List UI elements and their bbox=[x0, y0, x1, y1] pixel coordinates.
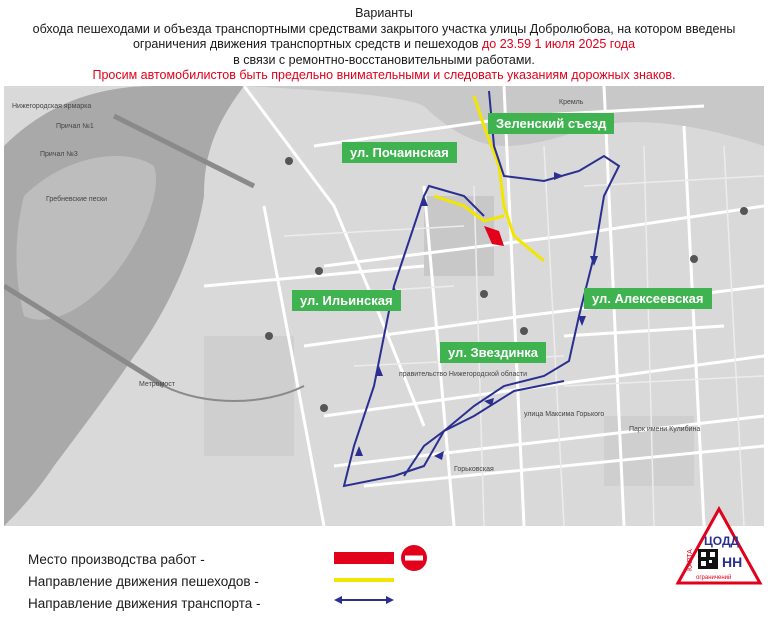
codd-logo bbox=[672, 505, 766, 589]
label-metromost: Метромост bbox=[139, 381, 175, 388]
header bbox=[0, 0, 768, 84]
legend-work-place: Место производства работ - bbox=[28, 552, 205, 567]
header-line4: в связи с ремонтно-восстановительными работами. bbox=[233, 52, 535, 67]
kremlin-area bbox=[424, 196, 494, 276]
legend-pedestrian-line bbox=[334, 578, 394, 582]
label-yarmarka: Нижегородская ярмарка bbox=[12, 103, 92, 110]
header-line3-text: ограничения движения транспортных средств и пешеходов bbox=[132, 37, 483, 51]
logo-text-bottom: НН bbox=[722, 554, 743, 570]
map[interactable] bbox=[4, 86, 764, 526]
label-zelensky: Зеленский съезд bbox=[488, 113, 614, 134]
label-park: Парк имени Кулибина bbox=[629, 426, 701, 433]
label-kreml: Кремль bbox=[559, 99, 584, 106]
header-deadline: до 23.59 1 июля 2025 года bbox=[482, 37, 636, 51]
legend-symbols bbox=[330, 542, 440, 618]
label-pochainskaya: ул. Почаинская bbox=[342, 142, 457, 163]
legend-transport-arrow bbox=[334, 596, 394, 604]
no-entry-icon bbox=[401, 545, 427, 571]
label-alekseevskaya: ул. Алексеевская bbox=[584, 288, 712, 309]
header-title: Варианты bbox=[355, 6, 413, 20]
label-grebnevskie: Гребневские пески bbox=[46, 196, 107, 203]
logo-text-top: ЦОДД bbox=[704, 534, 740, 548]
codd-logo-svg bbox=[672, 505, 766, 589]
label-ilinskaya: ул. Ильинская bbox=[292, 290, 401, 311]
legend bbox=[0, 528, 768, 617]
label-gorkovskaya: Горьковская bbox=[454, 466, 494, 473]
label-maksim: улица Максима Горького bbox=[524, 411, 605, 418]
label-zvezdinka: ул. Звездинка bbox=[440, 342, 546, 363]
legend-transport: Направление движения транспорта - bbox=[28, 596, 261, 611]
legend-pedestrians: Направление движения пешеходов - bbox=[28, 574, 259, 589]
label-prichal1: Причал №1 bbox=[56, 123, 94, 130]
header-line2: обхода пешеходами и объезда транспортными средствами закрытого участка улицы Добролюбова, на котором введены bbox=[32, 21, 736, 36]
logo-side-text: КАРТА bbox=[687, 549, 694, 571]
header-warning: Просим автомобилистов быть предельно внимательными и следовать указаниям дорожных знаков. bbox=[92, 68, 676, 82]
legend-work-bar bbox=[334, 552, 394, 564]
header-line3 bbox=[0, 37, 768, 53]
logo-sub-text: ограничений bbox=[696, 575, 732, 581]
label-prichal2: Причал №3 bbox=[40, 151, 78, 158]
label-pravitelstvo: правительство Нижегородской области bbox=[399, 371, 528, 378]
